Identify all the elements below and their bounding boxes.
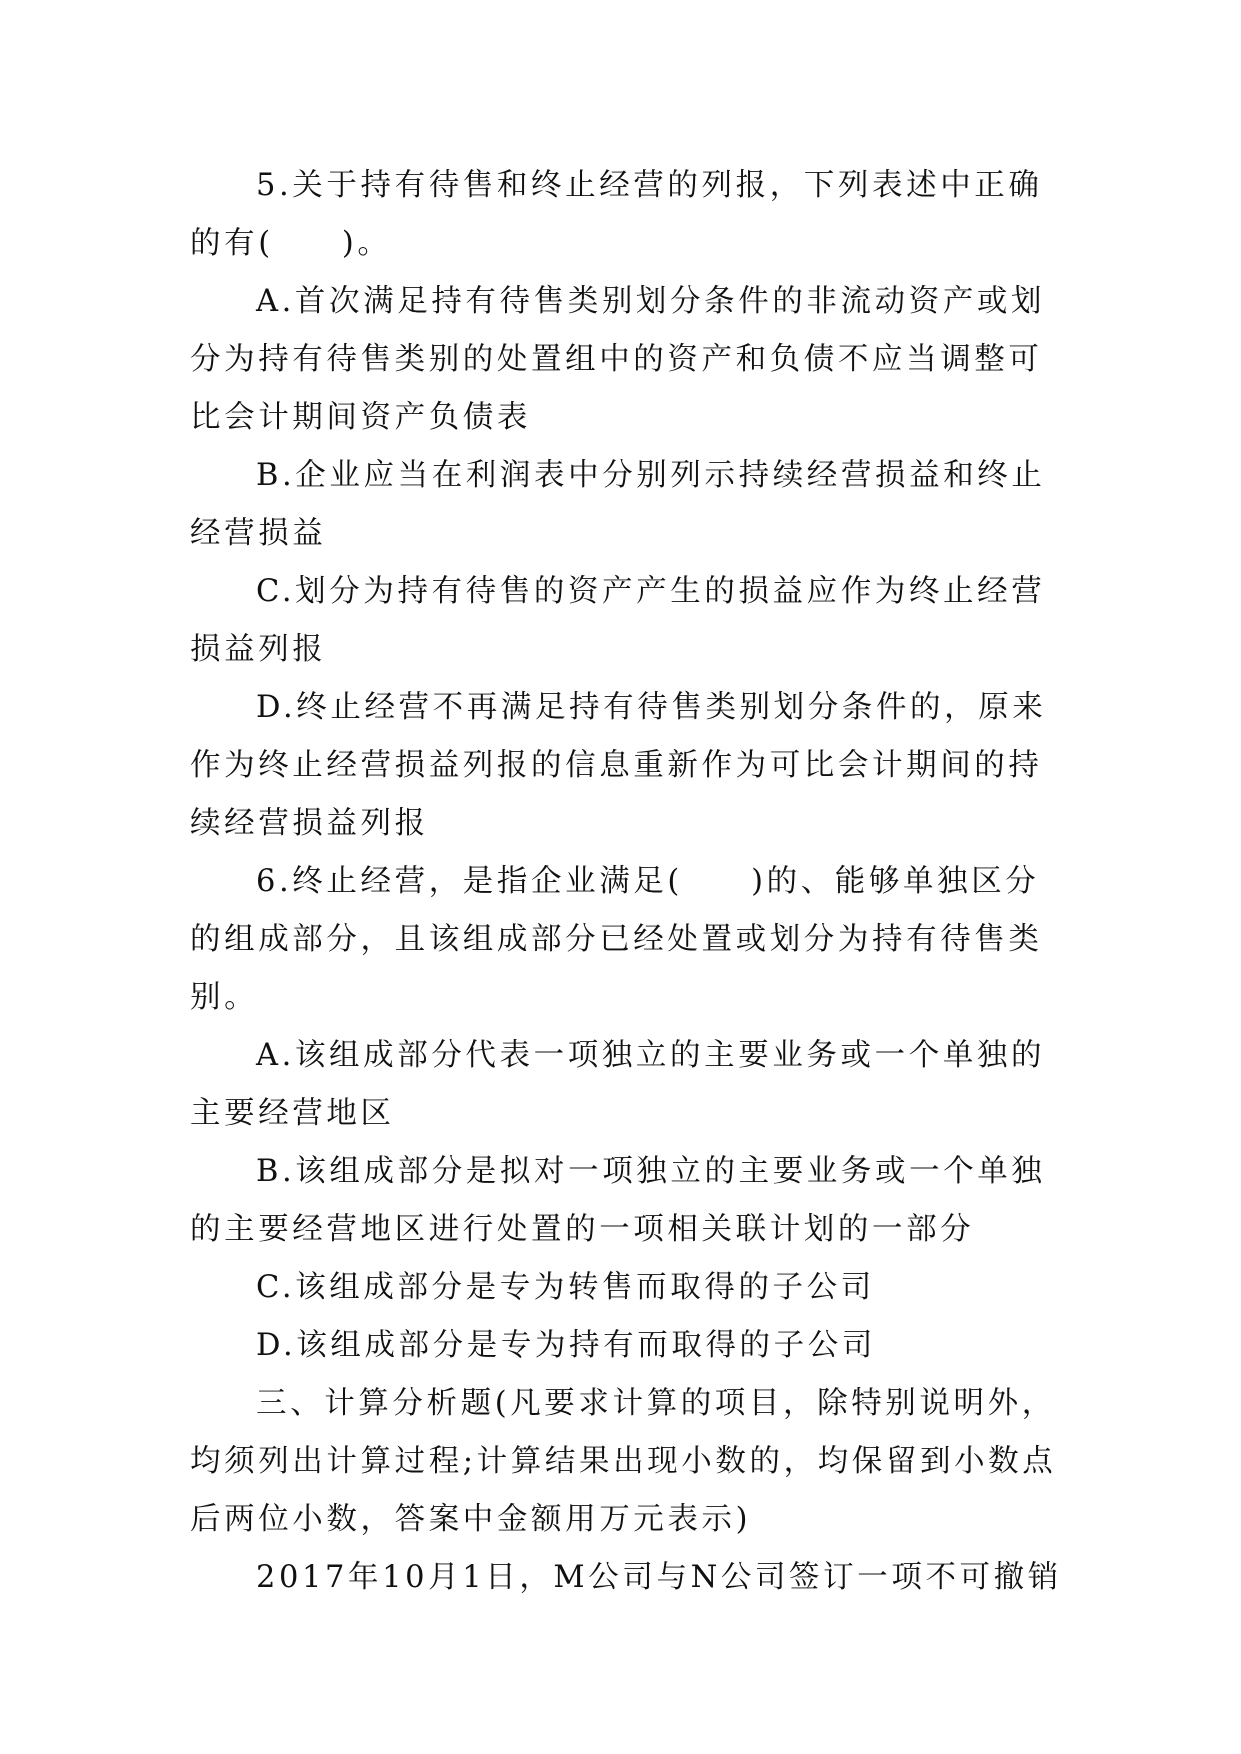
document-body (190, 157, 1070, 1607)
question-6-option-d: D.该组成部分是专为持有而取得的子公司 (256, 1328, 876, 1363)
calculation-question-intro: 2017年10月1日，M公司与N公司签订一项不可撤销 (256, 1560, 1062, 1595)
question-6-option-b: B.该组成部分是拟对一项独立的主要业务或一个单独的主要经营地区进行处置的一项相关联计划的一部分 (190, 1154, 1046, 1247)
question-5-option-a: A.首次满足持有待售类别划分条件的非流动资产或划分为持有待售类别的处置组中的资产和负债不应当调整可比会计期间资产负债表 (190, 284, 1046, 435)
question-6-option-c: C.该组成部分是专为转售而取得的子公司 (256, 1270, 875, 1305)
question-6-option-a: A.该组成部分代表一项独立的主要业务或一个单独的主要经营地区 (190, 1038, 1046, 1131)
question-6-stem: 6.终止经营，是指企业满足( )的、能够单独区分的组成部分，且该组成部分已经处置或划分为持有待售类别。 (190, 864, 1043, 1015)
question-5-option-d: D.终止经营不再满足持有待售类别划分条件的，原来作为终止经营损益列报的信息重新作为可比会计期间的持续经营损益列报 (190, 690, 1047, 841)
question-5-option-b: B.企业应当在利润表中分别列示持续经营损益和终止经营损益 (190, 458, 1046, 551)
question-5-option-c: C.划分为持有待售的资产产生的损益应作为终止经营损益列报 (190, 574, 1046, 667)
section-heading-calculation: 三、计算分析题(凡要求计算的项目，除特别说明外，均须列出计算过程;计算结果出现小数的，均保留到小数点后两位小数，答案中金额用万元表示) (190, 1386, 1057, 1537)
question-5-stem: 5.关于持有待售和终止经营的列报，下列表述中正确的有( )。 (190, 168, 1043, 261)
